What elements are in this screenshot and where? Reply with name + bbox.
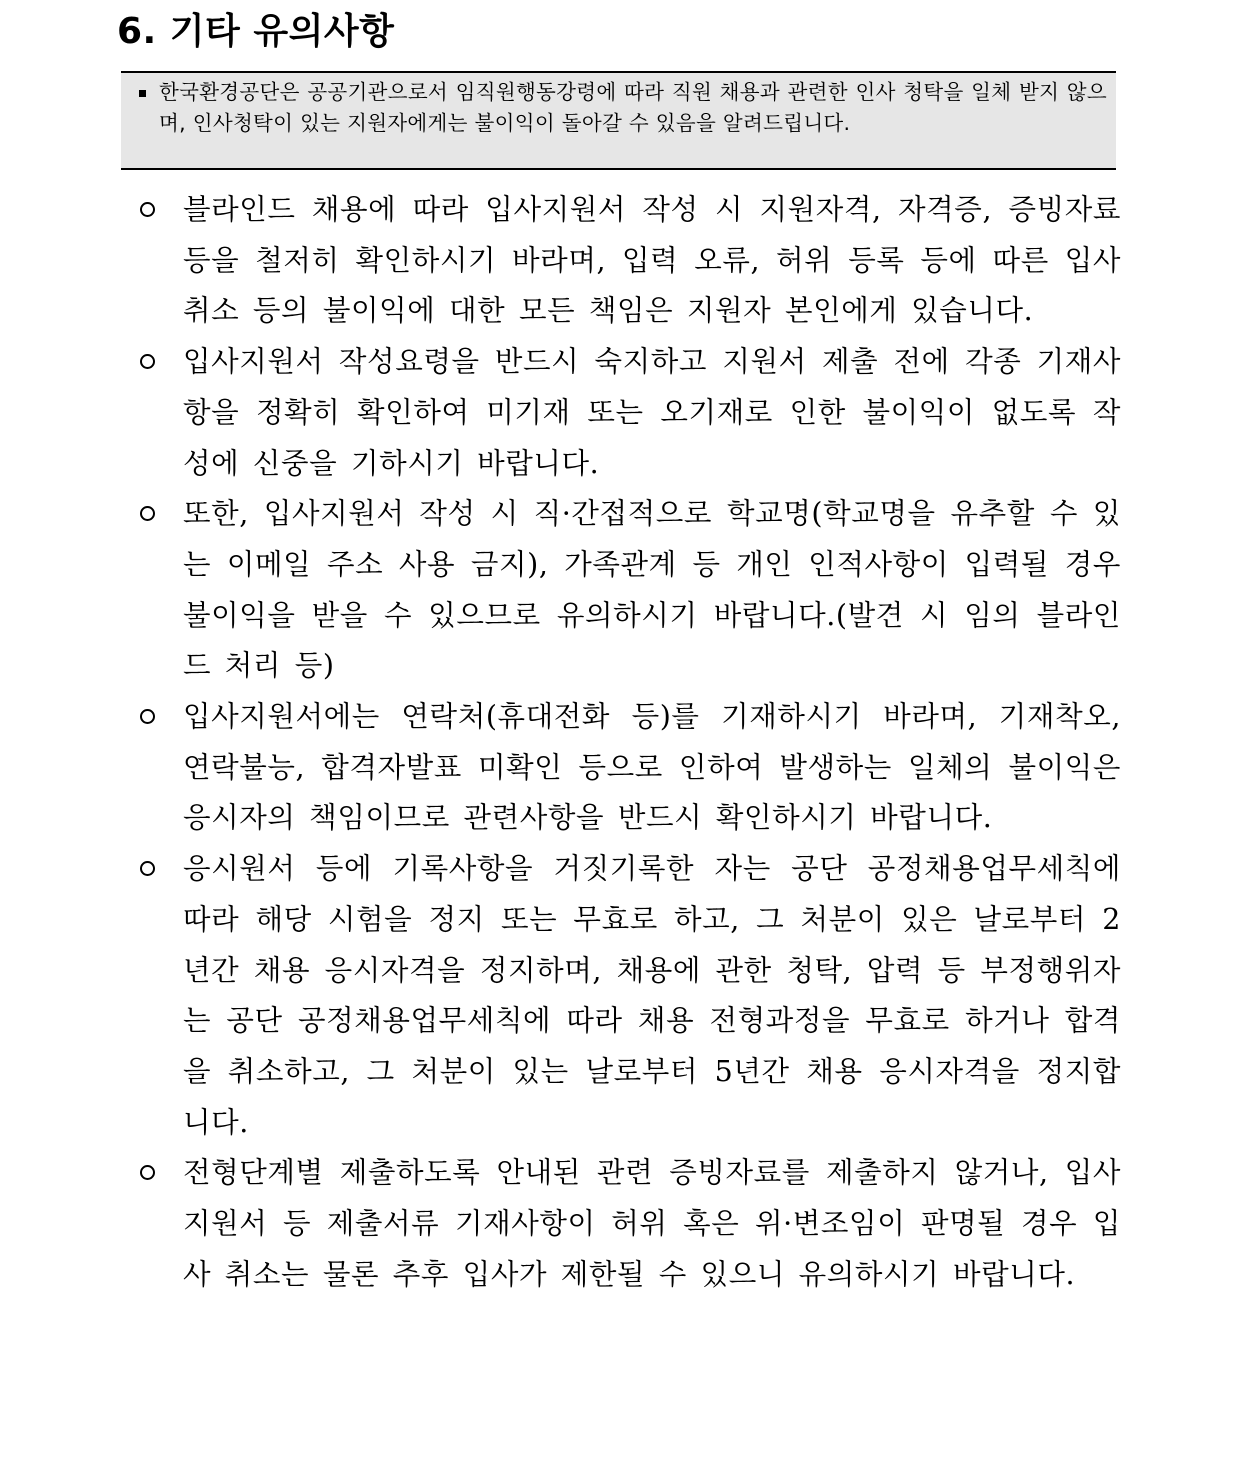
list-item (137, 185, 1121, 337)
circle-bullet-icon (140, 354, 155, 369)
notice-item-list (137, 185, 1121, 1300)
circle-bullet-icon (140, 1165, 155, 1180)
list-item-text: 입사지원서에는 연락처(휴대전화 등)를 기재하시기 바라며, 기재착오, 연락불능, 합격자발표 미확인 등으로 인하여 발생하는 일체의 불이익은 응시자의 책임이므로 관련사항을 반드시 확인하시기 바랍니다. (183, 700, 1121, 835)
notice-text: 한국환경공단은 공공기관으로서 임직원행동강령에 따라 직원 채용과 관련한 인사 청탁을 일체 받지 않으며, 인사청탁이 있는 지원자에게는 불이익이 돌아갈 수 있음을 알려드립니다. (159, 80, 1107, 135)
list-item-text: 입사지원서 작성요령을 반드시 숙지하고 지원서 제출 전에 각종 기재사항을 정확히 확인하여 미기재 또는 오기재로 인한 불이익이 없도록 작성에 신중을 기하시기 바랍니다. (183, 345, 1121, 480)
list-item-text: 또한, 입사지원서 작성 시 직·간접적으로 학교명(학교명을 유추할 수 있는 이메일 주소 사용 금지), 가족관계 등 개인 인적사항이 입력될 경우 불이익을 받을 수 있으므로 유의하시기 바랍니다.(발견 시 임의 블라인드 처리 등) (183, 497, 1121, 683)
list-item-text: 응시원서 등에 기록사항을 거짓기록한 자는 공단 공정채용업무세칙에 따라 해당 시험을 정지 또는 무효로 하고, 그 처분이 있은 날로부터 2년간 채용 응시자격을 정지하며, 채용에 관한 청탁, 압력 등 부정행위자는 공단 공정채용업무세칙에 따라 채용 전형과정을 무효로 하거나 합격을 취소하고, 그 처분이 있는 날로부터 5년간 채용 응시자격을 정지합니다. (183, 852, 1121, 1139)
circle-bullet-icon (140, 709, 155, 724)
list-item (137, 692, 1121, 844)
circle-bullet-icon (140, 202, 155, 217)
list-item (137, 337, 1121, 489)
list-item (137, 1148, 1121, 1300)
list-item (137, 844, 1121, 1148)
list-item-text: 전형단계별 제출하도록 안내된 관련 증빙자료를 제출하지 않거나, 입사지원서 등 제출서류 기재사항이 허위 혹은 위·변조임이 판명될 경우 입사 취소는 물론 추후 입사가 제한될 수 있으니 유의하시기 바랍니다. (183, 1156, 1121, 1291)
list-item-text: 블라인드 채용에 따라 입사지원서 작성 시 지원자격, 자격증, 증빙자료 등을 철저히 확인하시기 바라며, 입력 오류, 허위 등록 등에 따른 입사취소 등의 불이익에 대한 모든 책임은 지원자 본인에게 있습니다. (183, 193, 1121, 328)
square-bullet-icon (139, 90, 146, 97)
list-item (137, 489, 1121, 692)
section-title: 6. 기타 유의사항 (117, 11, 395, 52)
circle-bullet-icon (140, 861, 155, 876)
notice-box (121, 71, 1116, 170)
circle-bullet-icon (140, 506, 155, 521)
